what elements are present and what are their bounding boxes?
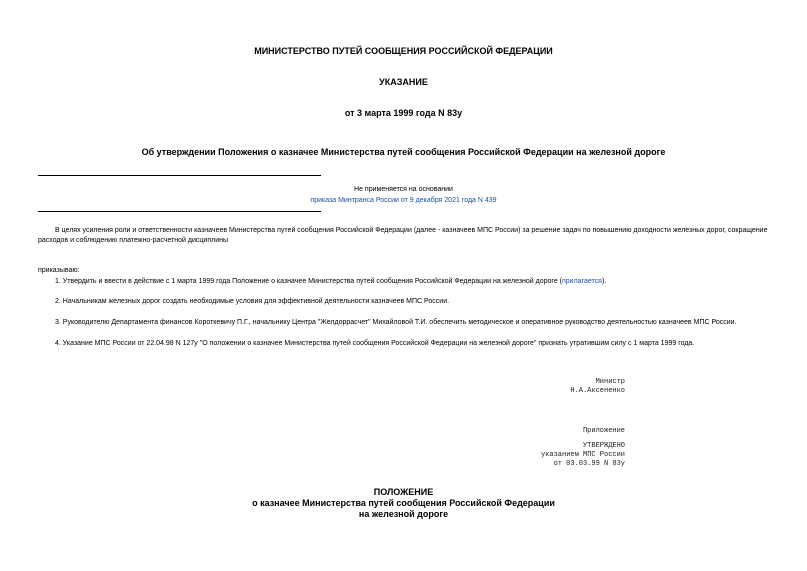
intro-paragraph: В целях усиления роли и ответственности казначеев Министерства путей сообщения Российской Федерации (далее - казначеев МПС России) за решение задач по повышению доходности железных дорог, сокращение расходов и соблюдению платежно-расчетной дисциплины xyxy=(38,227,768,244)
appendix-link[interactable]: прилагается xyxy=(561,278,602,285)
appendix-ref: от 03.03.99 N 83у xyxy=(553,460,625,468)
regulation-title-line-2: о казначее Министерства путей сообщения Российской Федерации xyxy=(252,498,555,508)
regulation-title-line-3: на железной дороге xyxy=(358,509,449,519)
list-item-2: 2. Начальникам железных дорог создать необходимые условия для эффективной деятельности казначеев МПС России. xyxy=(55,298,450,305)
appendix-by: указанием МПС России xyxy=(540,451,625,459)
top-divider xyxy=(38,175,321,176)
bottom-divider xyxy=(38,211,321,212)
regulation-title xyxy=(0,487,807,520)
doc-type-heading: УКАЗАНИЕ xyxy=(379,77,428,87)
notice-link[interactable]: приказа Минтранса России от 9 декабря 2021 года N 439 xyxy=(310,197,497,204)
ministry-heading: МИНИСТЕРСТВО ПУТЕЙ СООБЩЕНИЯ РОССИЙСКОЙ ФЕДЕРАЦИИ xyxy=(254,46,553,56)
appendix-approved: УТВЕРЖДЕНО xyxy=(582,442,625,450)
list-item-1 xyxy=(55,277,770,287)
doc-title: Об утверждении Положения о казначее Министерства путей сообщения Российской Федерации на железной дороге xyxy=(141,147,666,157)
doc-date-number: от 3 марта 1999 года N 83у xyxy=(344,108,463,118)
list-item-1-text: 1. Утвердить и ввести в действие с 1 марта 1999 года Положение о казначее Министерства путей сообщения Российской Федерации на железной дороге ( xyxy=(55,278,562,285)
order-word: приказываю: xyxy=(38,267,80,274)
regulation-title-line-1: ПОЛОЖЕНИЕ xyxy=(373,487,434,497)
notice-link-line xyxy=(0,195,807,206)
list-item-1-end: ). xyxy=(601,278,607,285)
list-item-3: 3. Руководителю Департамента финансов Короткевичу П.Г., начальнику Центра "Желдоррасчет" Михайловой Т.И. обеспечить методическое и оперативное руководство деятельностью казначеев МПС России. xyxy=(55,319,737,326)
signature-name: Н.А.Аксененко xyxy=(570,387,625,395)
signature-position: Министр xyxy=(595,378,625,386)
appendix-label: Приложение xyxy=(582,427,625,435)
list-item-4: 4. Указание МПС России от 22.04.98 N 127у "О положении о казначее Министерства путей сообщения Российской Федерации на железной дороге" признать утратившим силу с 1 марта 1999 года. xyxy=(55,340,695,347)
notice-text: Не применяется на основании xyxy=(354,186,453,193)
